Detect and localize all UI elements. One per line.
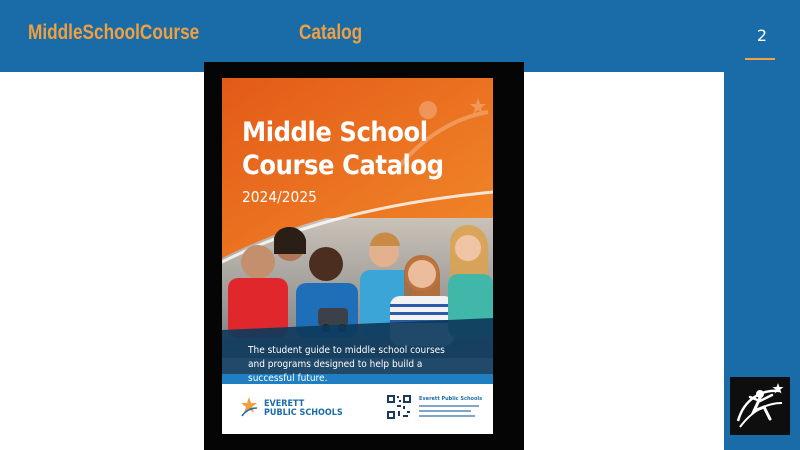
cover-title-line2: Course Catalog (242, 150, 444, 181)
qr-contact-line (419, 415, 475, 417)
district-name-line1: EVERETT (264, 399, 305, 409)
everett-star-logo-icon (240, 396, 258, 418)
cover-tagline: The student guide to middle school courses and programs designed to help build a successful future. (248, 345, 445, 384)
qr-code-icon (386, 394, 412, 420)
slide-title-right: Catalog (299, 21, 363, 44)
slide-title-left: MiddleSchoolCourse (28, 21, 200, 44)
star-globe-logo-icon (730, 377, 790, 435)
cover-footer (222, 384, 493, 434)
side-panel (724, 0, 800, 450)
page-number: 2 (756, 26, 768, 45)
qr-address-line (419, 405, 479, 407)
district-name (264, 400, 343, 418)
qr-city-line (419, 410, 471, 412)
cover-title (242, 116, 444, 182)
catalog-cover-image (222, 78, 493, 434)
cover-year: 2024/2025 (242, 188, 317, 206)
district-name-line2: PUBLIC SCHOOLS (264, 408, 343, 418)
cover-title-line1: Middle School (242, 117, 428, 148)
qr-organization-name: Everett Public Schools (419, 396, 483, 402)
page-number-underline (745, 58, 775, 60)
